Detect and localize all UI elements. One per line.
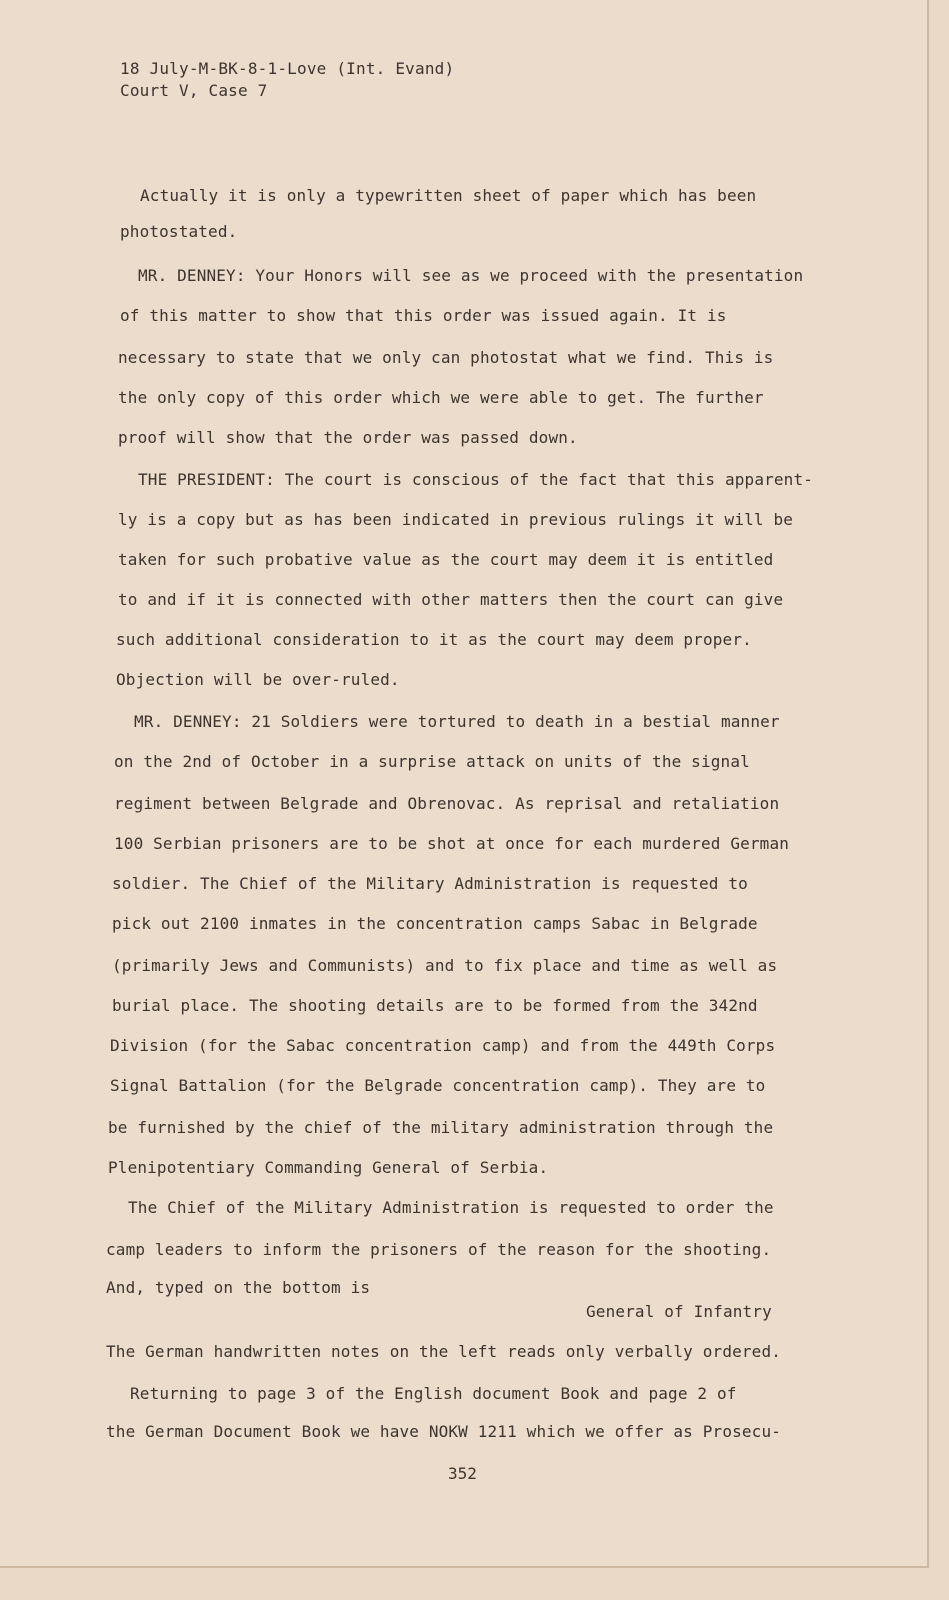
text-line: pick out 2100 inmates in the concentration camps Sabac in Belgrade <box>112 914 758 933</box>
text-line: And, typed on the bottom is <box>106 1278 371 1297</box>
header-line-1: 18 July-M-BK-8-1-Love (Int. Evand) <box>120 59 455 78</box>
text-line: photostated. <box>120 222 238 241</box>
text-line: regiment between Belgrade and Obrenovac. As reprisal and retaliation <box>114 794 780 813</box>
text-line: be furnished by the chief of the military administration through the <box>108 1118 774 1137</box>
text-line: MR. DENNEY: 21 Soldiers were tortured to death in a bestial manner <box>134 712 780 731</box>
text-line: proof will show that the order was passed down. <box>118 428 578 447</box>
text-line: Signal Battalion (for the Belgrade concentration camp). They are to <box>110 1076 766 1095</box>
text-line: taken for such probative value as the court may deem it is entitled <box>118 550 774 569</box>
text-line: camp leaders to inform the prisoners of the reason for the shooting. <box>106 1240 772 1259</box>
text-line: The Chief of the Military Administration is requested to order the <box>128 1198 774 1217</box>
text-line: on the 2nd of October in a surprise attack on units of the signal <box>114 752 750 771</box>
text-line: 100 Serbian prisoners are to be shot at once for each murdered German <box>114 834 790 853</box>
text-line: Actually it is only a typewritten sheet of paper which has been <box>140 186 757 205</box>
text-line: necessary to state that we only can photostat what we find. This is <box>118 348 774 367</box>
text-line: THE PRESIDENT: The court is conscious of the fact that this apparent- <box>138 470 814 489</box>
text-line: ly is a copy but as has been indicated in previous rulings it will be <box>118 510 794 529</box>
text-line: Plenipotentiary Commanding General of Serbia. <box>108 1158 549 1177</box>
text-line: such additional consideration to it as the court may deem proper. <box>116 630 752 649</box>
text-line: (primarily Jews and Communists) and to fix place and time as well as <box>112 956 778 975</box>
text-line: MR. DENNEY: Your Honors will see as we proceed with the presentation <box>138 266 804 285</box>
text-line: Division (for the Sabac concentration camp) and from the 449th Corps <box>110 1036 776 1055</box>
text-line: the only copy of this order which we were able to get. The further <box>118 388 764 407</box>
text-line: to and if it is connected with other matters then the court can give <box>118 590 784 609</box>
page-number: 352 <box>448 1464 477 1483</box>
text-line: Returning to page 3 of the English document Book and page 2 of <box>130 1384 737 1403</box>
page-header <box>120 58 454 102</box>
header-line-2: Court V, Case 7 <box>120 81 268 100</box>
text-line: burial place. The shooting details are to be formed from the 342nd <box>112 996 758 1015</box>
text-line: the German Document Book we have NOKW 1211 which we offer as Prosecu- <box>106 1422 782 1441</box>
text-line: The German handwritten notes on the left reads only verbally ordered. <box>106 1342 782 1361</box>
text-line: of this matter to show that this order was issued again. It is <box>120 306 727 325</box>
signature-title: General of Infantry <box>586 1302 772 1321</box>
text-line: soldier. The Chief of the Military Administration is requested to <box>112 874 748 893</box>
text-line: Objection will be over-ruled. <box>116 670 400 689</box>
